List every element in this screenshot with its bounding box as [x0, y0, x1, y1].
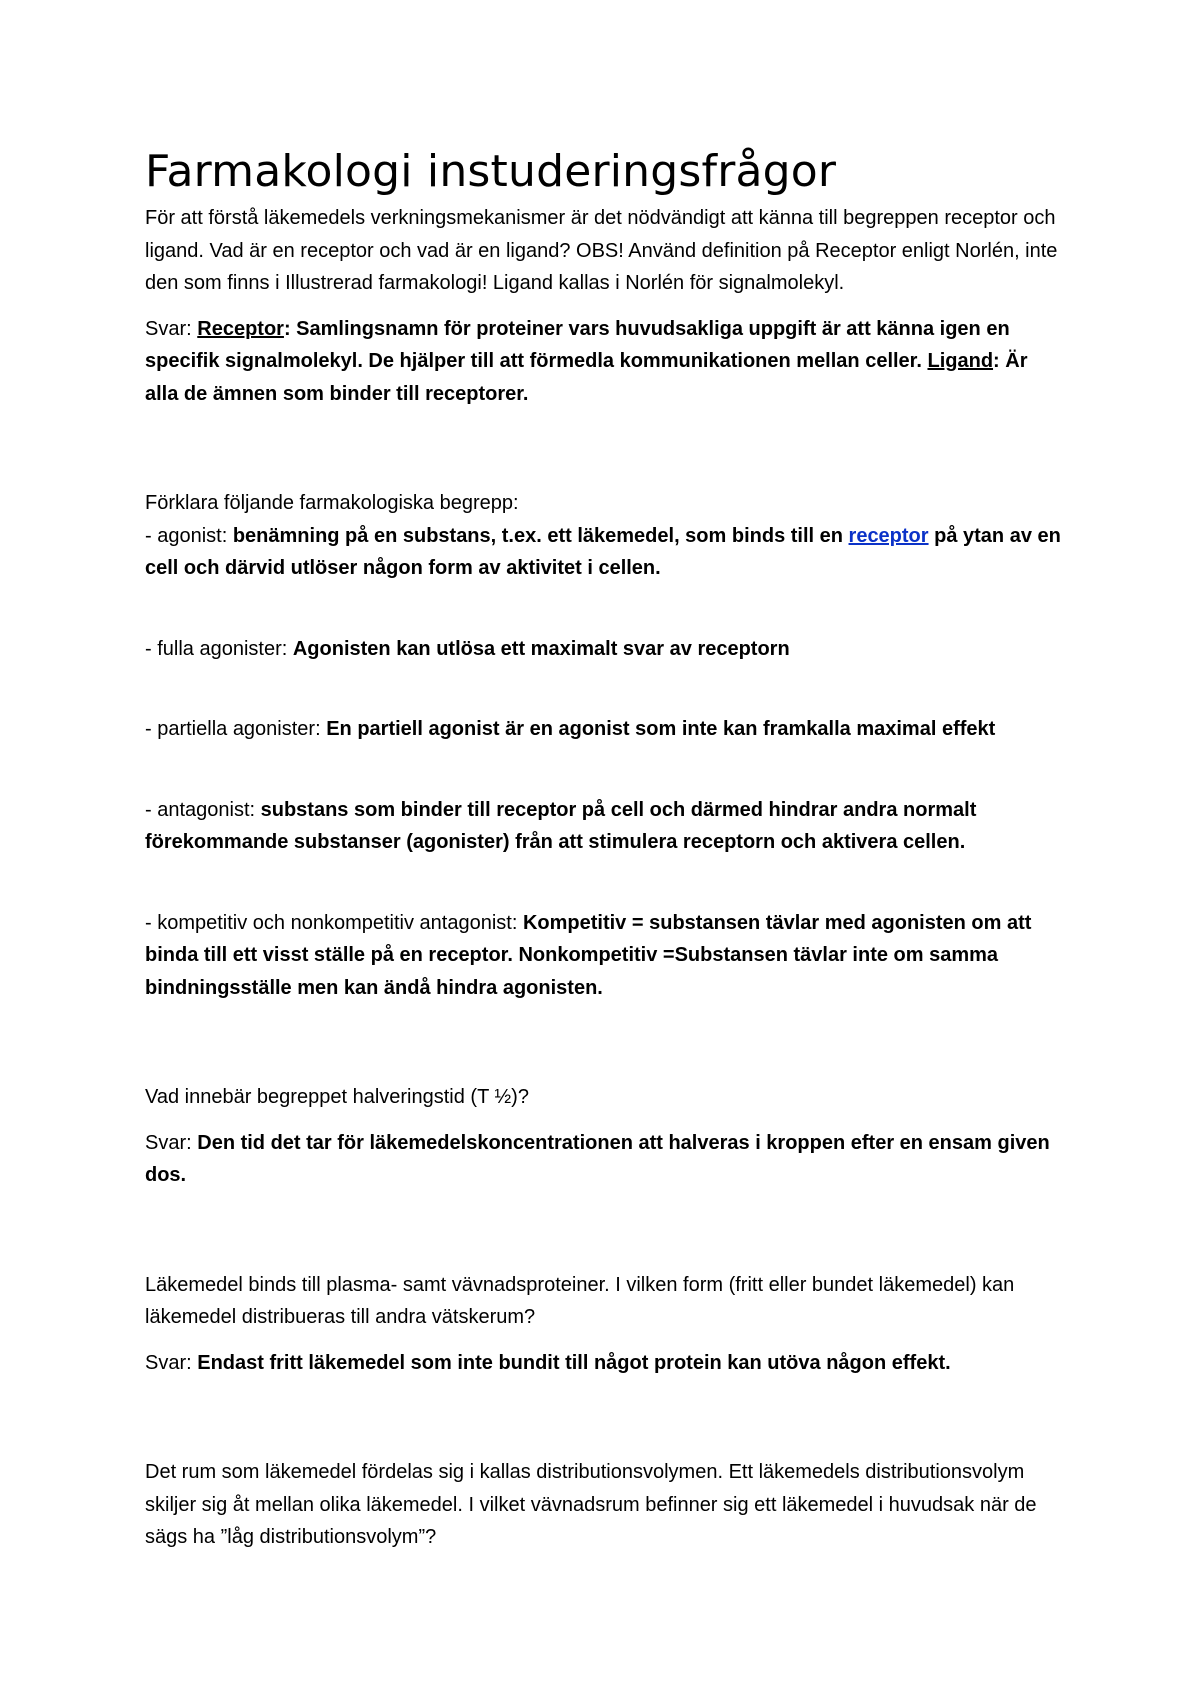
concept-agonist: - agonist: benämning på en substans, t.ex. ett läkemedel, som binds till en receptor på ytan av en cell och därvid utlöser någon form av aktivitet i cellen.: [145, 524, 1061, 579]
question-receptor-ligand: För att förstå läkemedels verkningsmekanismer är det nödvändigt att känna till begreppen receptor och ligand. Vad är en receptor och vad är en ligand? OBS! Använd definition på Receptor enligt Norlén, inte den som finns i Illustrerad farmakologi! Ligand kallas i Norlén för signalmolekyl.: [145, 207, 1058, 294]
page-title: Farmakologi instuderingsfrågor: [145, 146, 837, 197]
concept-full-agonists: - fulla agonister: Agonisten kan utlösa ett maximalt svar av receptorn: [145, 637, 790, 660]
question-protein-binding: Läkemedel binds till plasma- samt vävnadsproteiner. I vilken form (fritt eller bundet läkemedel) kan läkemedel distribueras till andra vätskerum?: [145, 1273, 1015, 1328]
answer-prefix: Svar:: [145, 317, 198, 340]
answer-receptor-ligand: Svar: Receptor: Samlingsnamn för proteiner vars huvudsakliga uppgift är att känna igen en specifik signalmolekyl. De hjälper till att förmedla kommunikationen mellan celler. Ligand: Är alla de ämnen som binder till receptorer.: [145, 317, 1028, 405]
concepts-heading: Förklara följande farmakologiska begrepp:: [145, 492, 519, 514]
concept-antagonist: - antagonist: substans som binder till receptor på cell och därmed hindrar andra normalt förekommande substanser (agonister) från att stimulera receptorn och aktivera cellen.: [145, 798, 977, 853]
question-distribution-volume: Det rum som läkemedel fördelas sig i kallas distributionsvolymen. Ett läkemedels distributionsvolym skiljer sig åt mellan olika läkemedel. I vilket vävnadsrum befinner sig ett läkemedel i huvudsak när de sägs ha ”låg distributionsvolym”?: [145, 1461, 1037, 1548]
concept-competitive-antagonist: - kompetitiv och nonkompetitiv antagonist: Kompetitiv = substansen tävlar med agonisten om att binda till ett visst ställe på en receptor. Nonkompetitiv =Substansen tävlar inte om samma bindningsställe men kan ändå hindra agonisten.: [145, 911, 1032, 999]
answer-protein-binding: Svar: Endast fritt läkemedel som inte bundit till något protein kan utöva någon effekt.: [145, 1351, 951, 1374]
term-receptor: Receptor: [197, 317, 284, 340]
document-page: [145, 146, 1065, 1554]
concept-partial-agonists: - partiella agonister: En partiell agonist är en agonist som inte kan framkalla maximal effekt: [145, 718, 996, 740]
definition-ligand: Är alla de ämnen som binder till receptorer.: [145, 350, 1028, 405]
receptor-link[interactable]: receptor: [848, 524, 929, 547]
answer-half-life: Svar: Den tid det tar för läkemedelskoncentrationen att halveras i kroppen efter en ensam given dos.: [145, 1131, 1050, 1186]
term-ligand: Ligand: [927, 350, 994, 372]
question-half-life: Vad innebär begreppet halveringstid (T ½)?: [145, 1086, 529, 1108]
definition-receptor: Samlingsnamn för proteiner vars huvudsakliga uppgift är att känna igen en specifik signalmolekyl. De hjälper till att förmedla kommunikationen mellan celler.: [145, 317, 1010, 372]
